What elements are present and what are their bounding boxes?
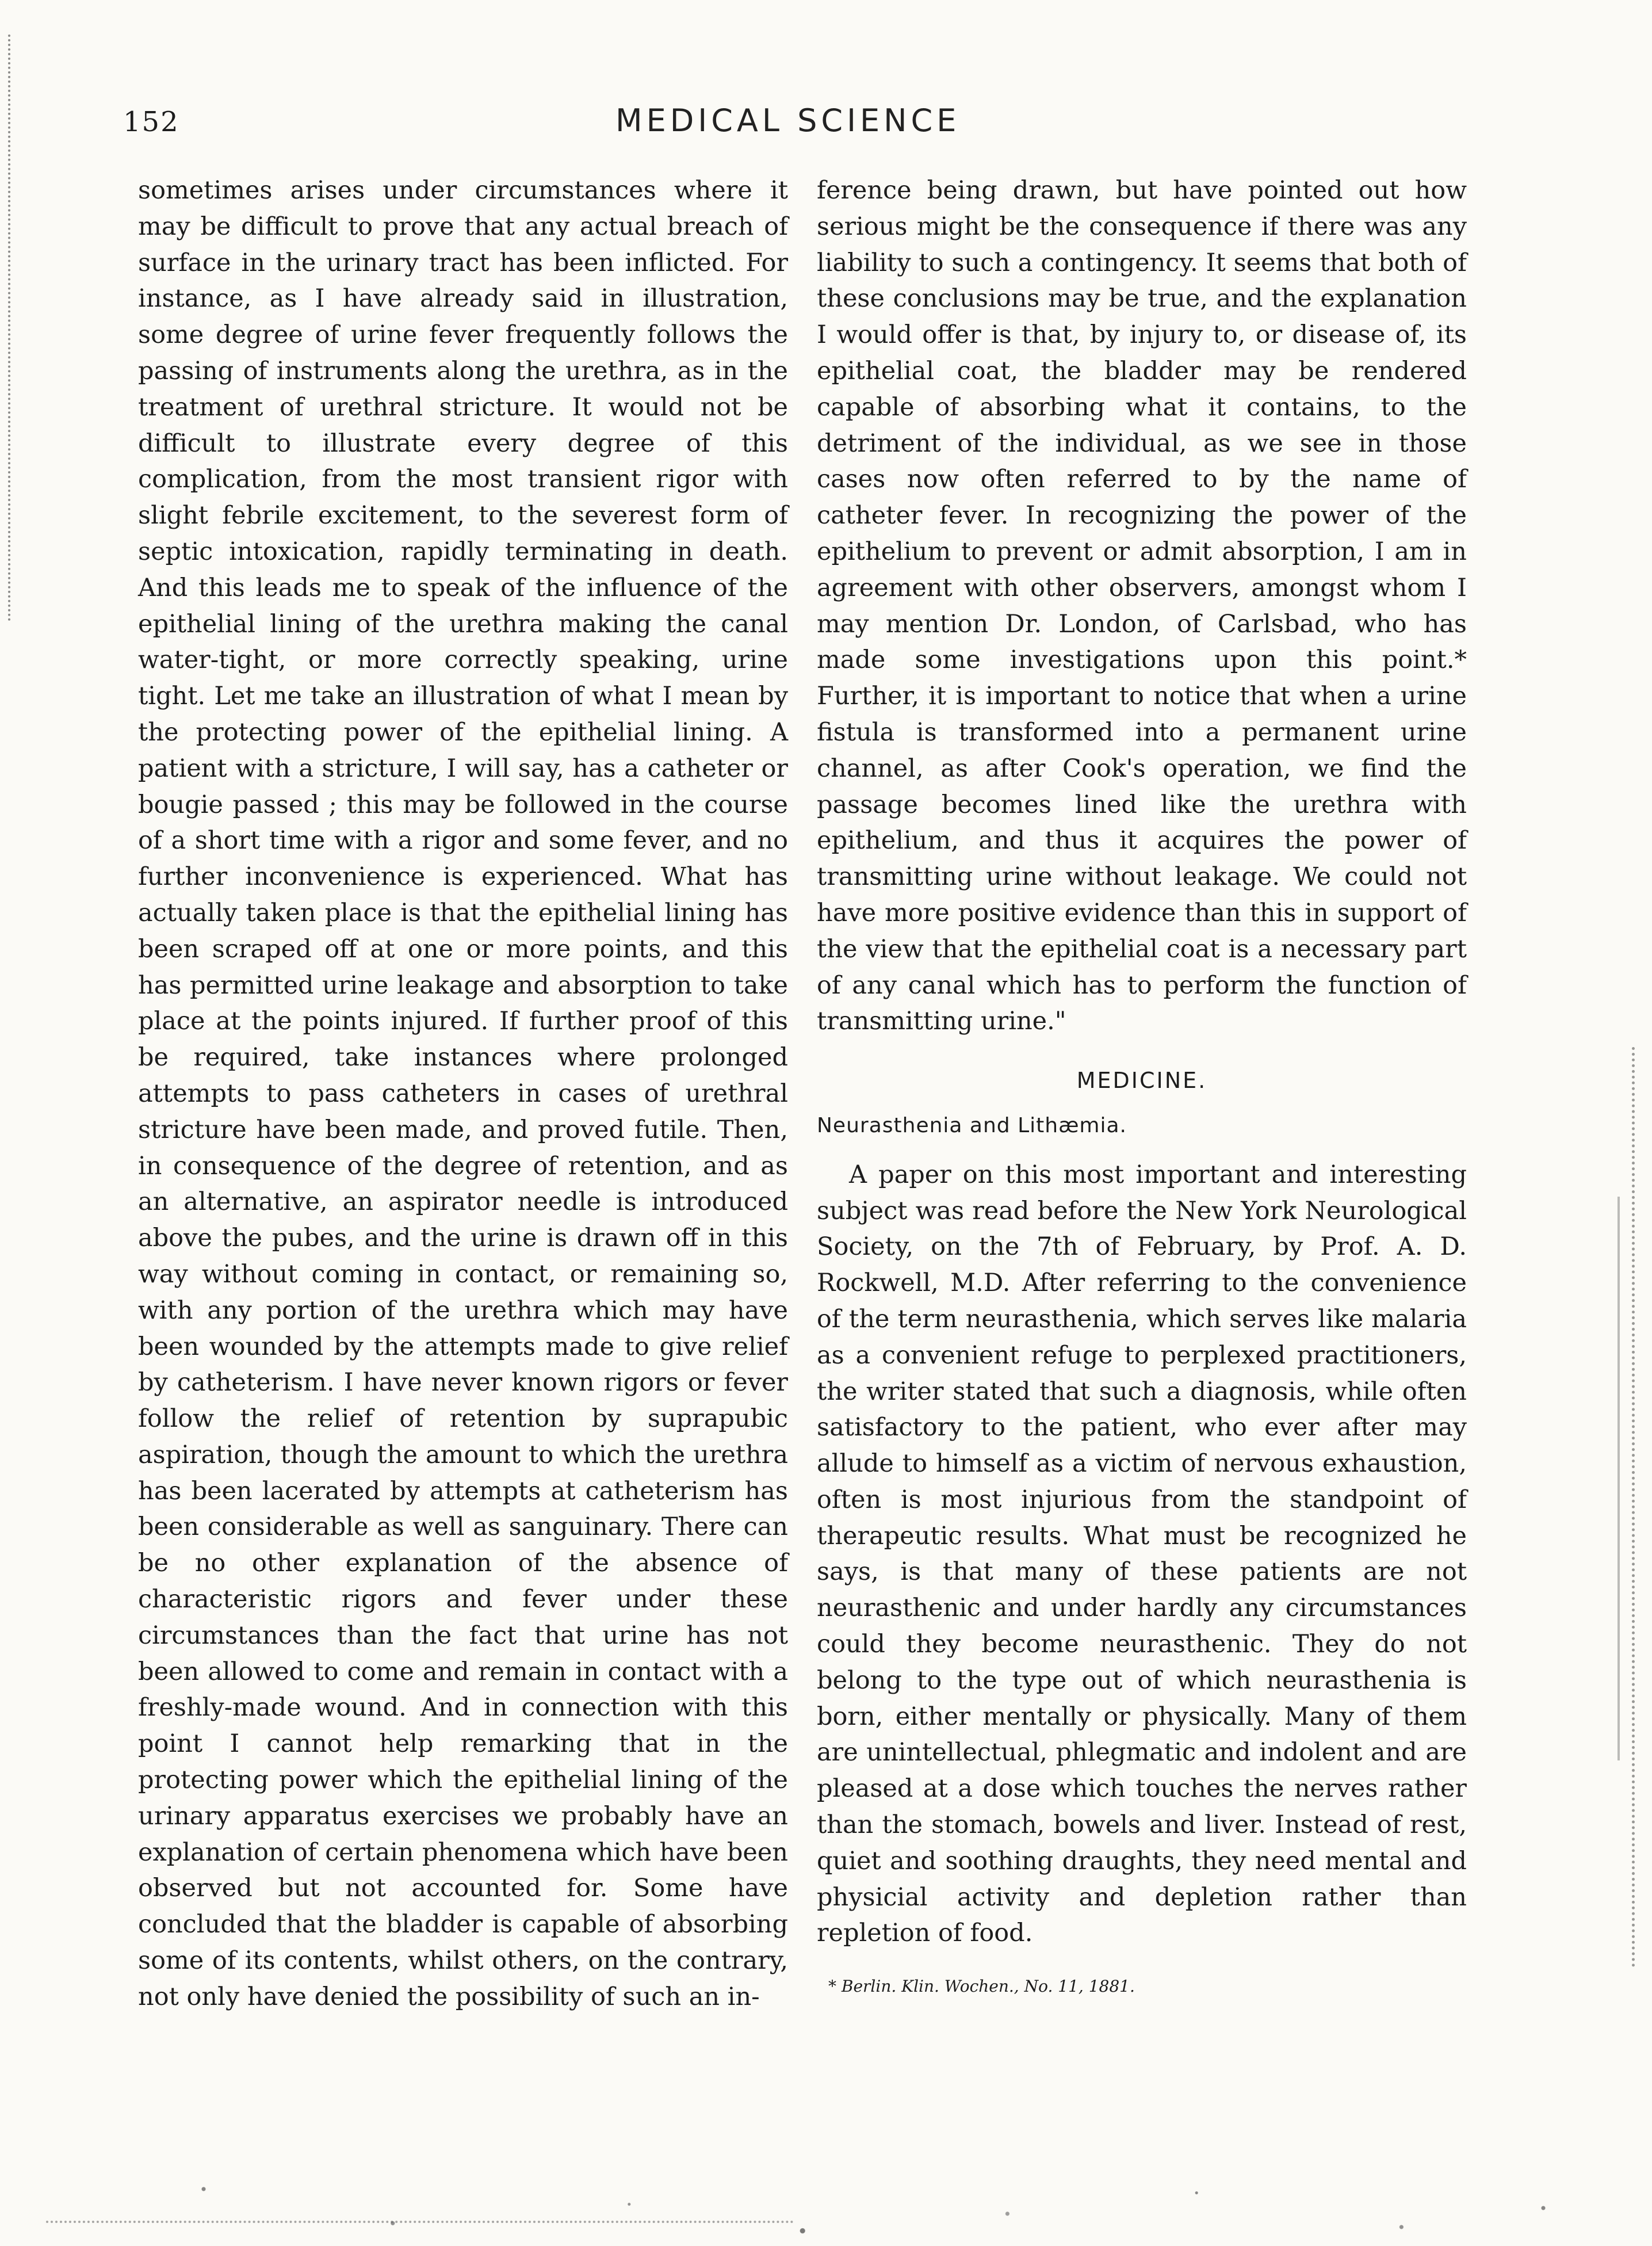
section-heading: MEDICINE.	[1076, 1068, 1207, 1094]
scan-edge-right	[1628, 1047, 1635, 1968]
running-title: MEDICAL SCIENCE	[615, 102, 961, 139]
right-column-continuation: ference being drawn, but have pointed out how serious might be the consequence if there was any liability to such a contingency. It seems that both of these conclusions may be true, and the explanation I would offer is that, by injury to, or disease of, its epithelial coat, the bladder may be rendered capable of absorbing what it contains, to the detriment of the individual, as we see in those cases now often referred to by the name of catheter fever. In recognizing the power of the epithelium to prevent or admit absorption, I am in agreement with other observers, amongst whom I may mention Dr. London, of Carlsbad, who has made some investigations upon this point.* Further, it is important to notice that when a urine fistula is transformed into a permanent urine channel, as after Cook's operation, we find the passage becomes lined like the urethra with epithelium, and thus it acquires the power of transmitting urine without leakage. We could not have more positive evidence than this in support of the view that the epithelial coat is a necessary part of any canal which has to perform the function of transmitting urine."	[817, 176, 1467, 1036]
scan-edge-right-shadow	[1617, 1197, 1620, 1760]
scan-smudge-bottom	[46, 2210, 794, 2223]
page-number: 152	[123, 106, 179, 138]
left-column-text: sometimes arises under circumstances where it may be difficult to prove that any actual breach of surface in the urinary tract has been inflicted. For instance, as I have already said in illustration, some degree of urine fever frequently follows the passing of instruments along the urethra, as in the treatment of urethral stricture. It would not be difficult to illustrate every degree of this complication, from the most transient rigor with slight febrile excitement, to the severest form of septic intoxication, rapidly terminating in death. And this leads me to speak of the influence of the epithelial lining of the urethra making the canal water-tight, or more correctly speaking, urine tight. Let me take an illustration of what I mean by the protecting power of the epithelial lining. A patient with a stricture, I will say, has a catheter or bougie passed ; this may be followed in the course of a short time with a rigor and some fever, and no further inconvenience is experienced. What has actually taken place is that the epithelial lining has been scraped off at one or more points, and this has permitted urine leakage and absorption to take place at the points injured. If further proof of this be required, take instances where prolonged attempts to pass catheters in cases of urethral stricture have been made, and proved futile. Then, in consequence of the degree of retention, and as an alternative, an aspirator needle is introduced above the pubes, and the urine is drawn off in this way without coming in contact, or remaining so, with any portion of the urethra which may have been wounded by the attempts made to give relief by catheterism. I have never known rigors or fever follow the relief of retention by suprapubic aspiration, though the amount to which the urethra has been lacerated by attempts at catheterism has been considerable as well as sanguinary. There can be no other explanation of the absence of characteristic rigors and fever under these circumstances than the fact that urine has not been allowed to come and remain in contact with a freshly-made wound. And in connection with this point I cannot help remarking that in the protecting power which the epithelial lining of the urinary apparatus exercises we probably have an explanation of certain phenomena which have been observed but not accounted for. Some have concluded that the bladder is capable of absorbing some of its contents, whilst others, on the contrary, not only have denied the possibility of such an in-	[138, 176, 788, 2011]
footnote: * Berlin. Klin. Wochen., No. 11, 1881.	[828, 1977, 1135, 1996]
article-body	[817, 1157, 1467, 1952]
article-text: A paper on this most important and interesting subject was read before the New York Neurological Society, on the 7th of February, by Prof. A. D. Rockwell, M.D. After referring to the convenience of the term neurasthenia, which serves like malaria as a convenient refuge to perplexed practitioners, the writer stated that such a diagnosis, while often satisfactory to the patient, who ever after may allude to himself as a victim of nervous exhaustion, often is most injurious from the standpoint of therapeutic results. What must be recognized he says, is that many of these patients are not neurasthenic and under hardly any circumstances could they become neurasthenic. They do not belong to the type out of which neurasthenia is born, either mentally or physically. Many of them are unintellectual, phlegmatic and indolent and are pleased at a dose which touches the nerves rather than the stomach, bowels and liver. Instead of rest, quiet and soothing draughts, they need mental and physicial activity and depletion rather than repletion of food.	[817, 1160, 1467, 1948]
right-column	[817, 173, 1467, 2005]
article-heading: Neurasthenia and Lithæmia.	[817, 1113, 1127, 1137]
page-header	[0, 102, 1652, 148]
left-column	[138, 173, 788, 2015]
